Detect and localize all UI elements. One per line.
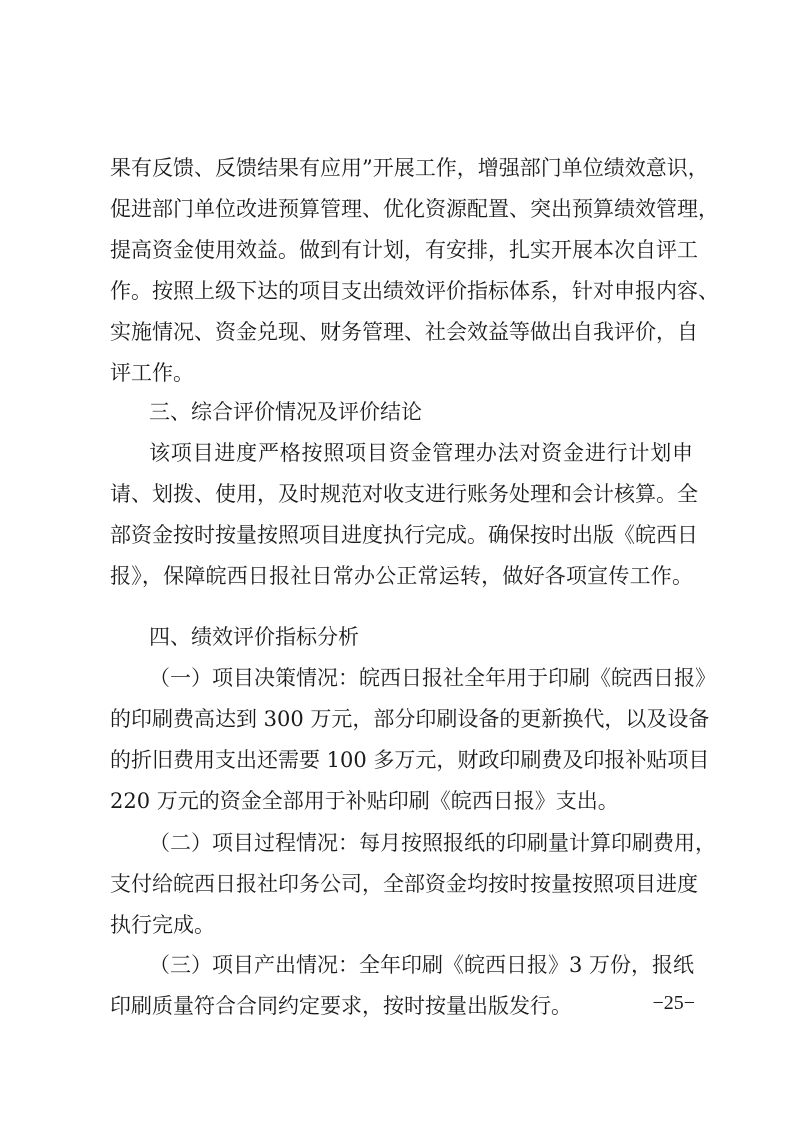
paragraph-line: 的印刷费高达到 300 万元，部分印刷设备的更新换代，以及设备 [110, 707, 710, 731]
paragraph-line: 提高资金使用效益。做到有计划，有安排，扎实开展本次自评工 [110, 238, 698, 262]
paragraph-line: （一）项目决策情况：皖西日报社全年用于印刷《皖西日报》 [149, 666, 716, 690]
paragraph-line: 220 万元的资金全部用于补贴印刷《皖西日报》支出。 [110, 789, 619, 813]
paragraph-line: 报》，保障皖西日报社日常办公正常运转，做好各项宣传工作。 [110, 564, 693, 588]
paragraph-line: 作。按照上级下达的项目支出绩效评价指标体系，针对申报内容、 [110, 279, 719, 303]
section-heading-3: 三、综合评价情况及评价结论 [149, 400, 422, 424]
paragraph-line: 该项目进度严格按照项目资金管理办法对资金进行计划申 [149, 441, 693, 465]
paragraph-line: 印刷质量符合合同约定要求，按时按量出版发行。 [110, 994, 572, 1018]
paragraph-line: （二）项目过程情况：每月按照报纸的印刷量计算印刷费用， [149, 831, 716, 855]
page-number: −25− [652, 992, 695, 1014]
paragraph-line: 执行完成。 [110, 913, 215, 937]
paragraph-line: 实施情况、资金兑现、财务管理、社会效益等做出自我评价，自 [110, 320, 698, 344]
paragraph-line: 的折旧费用支出还需要 100 多万元，财政印刷费及印报补贴项目 [110, 748, 710, 772]
section-heading-4: 四、绩效评价指标分析 [149, 625, 359, 649]
paragraph-line: （三）项目产出情况：全年印刷《皖西日报》3 万份，报纸 [149, 953, 695, 977]
paragraph-line: 评工作。 [110, 361, 194, 385]
paragraph-line: 果有反馈、反馈结果有应用”开展工作，增强部门单位绩效意识， [110, 156, 709, 180]
paragraph-line: 促进部门单位改进预算管理、优化资源配置、突出预算绩效管理， [110, 197, 719, 221]
paragraph-line: 支付给皖西日报社印务公司，全部资金均按时按量按照项目进度 [110, 872, 698, 896]
paragraph-line: 部资金按时按量按照项目进度执行完成。确保按时出版《皖西日 [110, 523, 698, 547]
paragraph-line: 请、划拨、使用，及时规范对收支进行账务处理和会计核算。全 [110, 482, 698, 506]
